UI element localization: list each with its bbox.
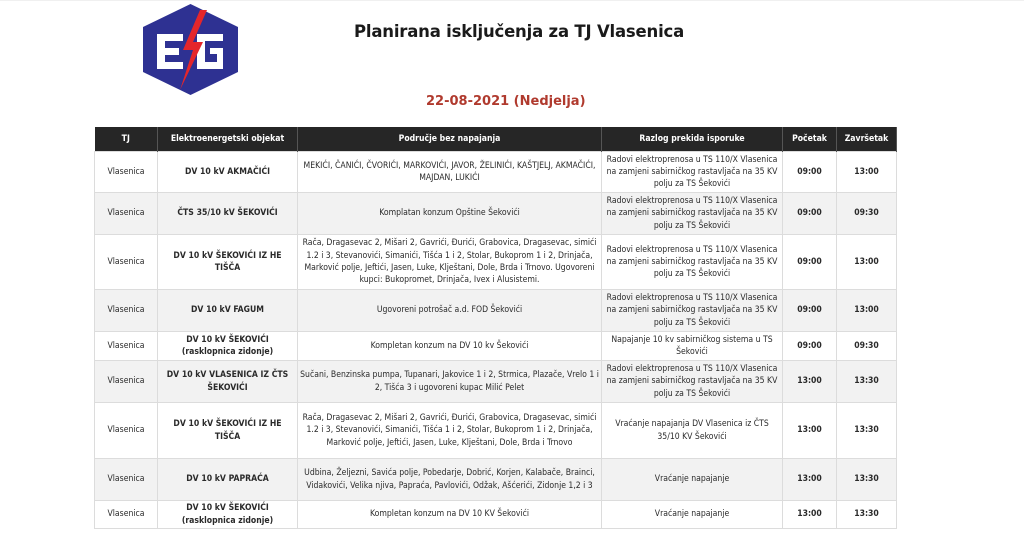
cell-zavrsetak: 13:30 (837, 459, 897, 501)
page-top-edge (0, 0, 1024, 1)
cell-podrucje: Komplatan konzum Opštine Šekovići (298, 193, 602, 235)
table-row (95, 459, 897, 501)
column-header-objekat: Elektroenergetski objekat (158, 127, 298, 152)
cell-pocetak: 09:00 (783, 290, 837, 332)
cell-tj: Vlasenica (95, 403, 158, 459)
document-date: 22-08-2021 (Nedjelja) (426, 94, 586, 109)
cell-pocetak: 13:00 (783, 501, 837, 529)
cell-tj: Vlasenica (95, 361, 158, 403)
cell-pocetak: 09:00 (783, 332, 837, 361)
column-header-tj: TJ (95, 127, 158, 152)
cell-razlog: Vraćanje napajanje (602, 459, 783, 501)
table-row (95, 361, 897, 403)
cell-objekat: ČTS 35/10 kV ŠEKOVIĆI (158, 193, 298, 235)
cell-podrucje: Rača, Dragasevac 2, Mišari 2, Gavrići, Đurići, Grabovica, Dragasevac, simići 1.2 i 3, Stevanovići, Simanići, Tišća 1 i 2, Stolar, Bukoprom 1 i 2, Drinjača, Marković polje, Jeftići, Jasen, Luke, Klještani, Dole, Brda i Trnovo. Ugovoreni kupci: Bukopromet, Drinjača, Ivex i Alusistemi. (298, 235, 602, 290)
cell-podrucje: Rača, Dragasevac 2, Mišari 2, Gavrići, Đurići, Grabovica, Dragasevac, simići 1.2 i 3, Stevanovići, Simanići, Tišća 1 i 2, Stolar, Bukoprom 1 i 2, Drinjača, Marković polje, Jeftići, Jasen, Luke, Klještani, Dole, Brda i Trnovo (298, 403, 602, 459)
cell-objekat: DV 10 kV ŠEKOVIĆI IZ HE TIŠČA (158, 403, 298, 459)
cell-tj: Vlasenica (95, 290, 158, 332)
cell-pocetak: 13:00 (783, 361, 837, 403)
column-header-zavrsetak: Završetak (837, 127, 897, 152)
table-row (95, 290, 897, 332)
table-row (95, 235, 897, 290)
cell-zavrsetak: 13:30 (837, 361, 897, 403)
cell-zavrsetak: 13:00 (837, 152, 897, 193)
document-title: Planirana isključenja za TJ Vlasenica (354, 22, 685, 41)
cell-objekat: DV 10 kV ŠEKOVIĆI IZ HE TIŠČA (158, 235, 298, 290)
column-header-razlog: Razlog prekida isporuke (602, 127, 783, 152)
cell-podrucje: MEKIĆI, ČANIĆI, ČVORIĆI, MARKOVIĆI, JAVOR, ŽELINIĆI, KAŠTJELJ, AKMAČIĆI, MAJDAN, LUKIĆI (298, 152, 602, 193)
cell-podrucje: Sučani, Benzinska pumpa, Tupanari, Jakovice 1 i 2, Strmica, Plazače, Vrelo 1 i 2, Tišća 3 i ugovoreni kupac Milić Pelet (298, 361, 602, 403)
cell-razlog: Radovi elektroprenosa u TS 110/X Vlasenica na zamjeni sabirničkog rastavljača na 35 KV polju za TS Šekovići (602, 193, 783, 235)
cell-razlog: Radovi elektroprenosa u TS 110/X Vlasenica na zamjeni sabirničkog rastavljača na 35 KV polju za TS Šekovići (602, 361, 783, 403)
cell-objekat: DV 10 kV AKMAČIĆI (158, 152, 298, 193)
cell-podrucje: Udbina, Željezni, Savića polje, Pobedarje, Dobrić, Korjen, Kalabače, Brainci, Vidakovići, Velika njiva, Papraća, Pavlovići, Odžak, Ašćerići, Zidonje 1,2 i 3 (298, 459, 602, 501)
cell-objekat: DV 10 kV ŠEKOVIĆI (rasklopnica zidonje) (158, 501, 298, 529)
cell-razlog: Vraćanje napajanje (602, 501, 783, 529)
cell-objekat: DV 10 kV PAPRAĆA (158, 459, 298, 501)
cell-razlog: Napajanje 10 kv sabirničkog sistema u TS Šekovići (602, 332, 783, 361)
outage-table (94, 127, 897, 529)
cell-pocetak: 09:00 (783, 193, 837, 235)
cell-tj: Vlasenica (95, 235, 158, 290)
cell-zavrsetak: 09:30 (837, 193, 897, 235)
table-row (95, 403, 897, 459)
cell-pocetak: 13:00 (783, 403, 837, 459)
cell-razlog: Radovi elektroprenosa u TS 110/X Vlasenica na zamjeni sabirničkog rastavljača na 35 KV polju za TS Šekovići (602, 152, 783, 193)
cell-zavrsetak: 13:00 (837, 290, 897, 332)
cell-podrucje: Kompletan konzum na DV 10 kv Šekovići (298, 332, 602, 361)
cell-pocetak: 09:00 (783, 152, 837, 193)
table-row (95, 152, 897, 193)
cell-razlog: Radovi elektroprenosa u TS 110/X Vlasenica na zamjeni sabirničkog rastavljača na 35 KV polju za TS Šekovići (602, 235, 783, 290)
cell-tj: Vlasenica (95, 501, 158, 529)
cell-podrucje: Kompletan konzum na DV 10 KV Šekovići (298, 501, 602, 529)
table-row (95, 501, 897, 529)
cell-tj: Vlasenica (95, 332, 158, 361)
cell-objekat: DV 10 kV FAGUM (158, 290, 298, 332)
cell-objekat: DV 10 kV VLASENICA IZ ČTS ŠEKOVIĆI (158, 361, 298, 403)
cell-zavrsetak: 09:30 (837, 332, 897, 361)
table-header-row (95, 127, 897, 152)
cell-razlog: Radovi elektroprenosa u TS 110/X Vlasenica na zamjeni sabirničkog rastavljača na 35 KV polju za TS Šekovići (602, 290, 783, 332)
column-header-pocetak: Početak (783, 127, 837, 152)
table-row (95, 193, 897, 235)
cell-zavrsetak: 13:00 (837, 235, 897, 290)
cell-tj: Vlasenica (95, 152, 158, 193)
cell-razlog: Vraćanje napajanja DV Vlasenica iz ČTS 35/10 KV Šekovići (602, 403, 783, 459)
cell-objekat: DV 10 kV ŠEKOVIĆI (rasklopnica zidonje) (158, 332, 298, 361)
cell-tj: Vlasenica (95, 459, 158, 501)
cell-tj: Vlasenica (95, 193, 158, 235)
column-header-podrucje: Područje bez napajanja (298, 127, 602, 152)
cell-pocetak: 09:00 (783, 235, 837, 290)
cell-pocetak: 13:00 (783, 459, 837, 501)
eps-lightning-logo (143, 4, 238, 95)
cell-podrucje: Ugovoreni potrošač a.d. FOD Šekovići (298, 290, 602, 332)
cell-zavrsetak: 13:30 (837, 501, 897, 529)
cell-zavrsetak: 13:30 (837, 403, 897, 459)
table-row (95, 332, 897, 361)
